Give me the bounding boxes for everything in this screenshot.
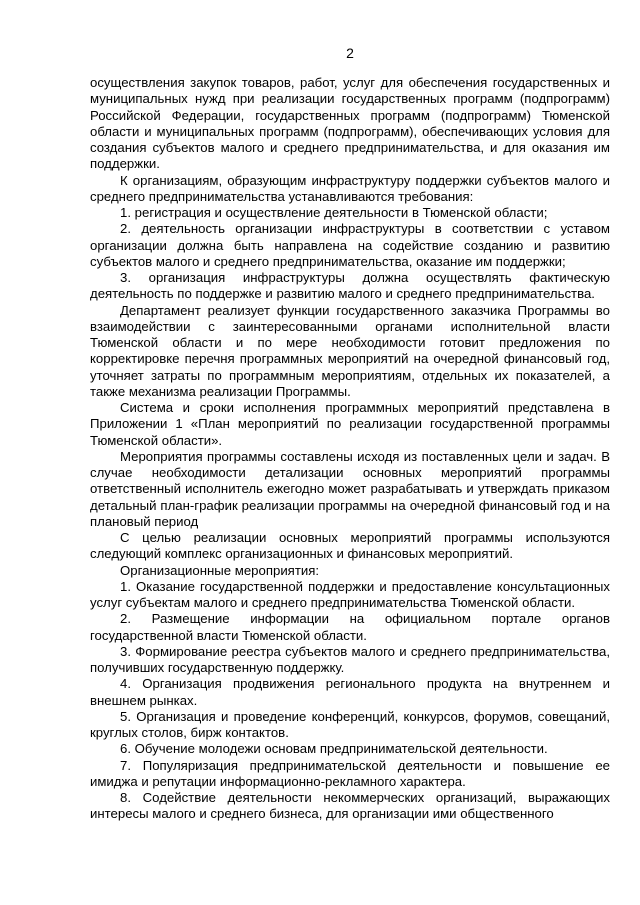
heading-organizational-measures: Организационные мероприятия: <box>120 562 320 578</box>
measure-item-3: 3. Формирование реестра субъектов малого и среднего предпринимательства, получивших государственную поддержку. <box>90 643 610 675</box>
paragraph-program-activities: Мероприятия программы составлены исходя из поставленных цели и задач. В случае необходимости детализации основных мероприятий программы ответственный исполнитель ежегодно может разрабатывать и утверждать приказом детальный план-график реализации программы на очередной финансовый год и на плановый период <box>90 448 610 529</box>
paragraph-continuation: осуществления закупок товаров, работ, услуг для обеспечения государственных и муниципальных нужд при реализации государственных программ (подпрограмм) Российской Федерации, государственных программ (подпрограмм) Тюменской области и муниципальных программ (подпрограмм), обеспечивающих условия для создания субъектов малого и среднего предпринимательства, и для оказания им поддержки. <box>90 75 610 172</box>
measure-item-1: 1. Оказание государственной поддержки и предоставление консультационных услуг субъектам малого и среднего предпринимательства Тюменской области. <box>90 578 610 610</box>
requirement-item-3: 3. организация инфраструктуры должна осуществлять фактическую деятельность по поддержке и развитию малого и среднего предпринимательства. <box>90 270 610 302</box>
measure-item-4: 4. Организация продвижения регионального продукта на внутреннем и внешнем рынках. <box>90 676 610 708</box>
requirement-item-1: 1. регистрация и осуществление деятельности в Тюменской области; <box>120 205 548 220</box>
paragraph-department-functions: Департамент реализует функции государственного заказчика Программы во взаимодействии с заинтересованными органами исполнительной власти Тюменской области и по мере необходимости готовит предложения по корректировке перечня программных мероприятий на очередной финансовый год, уточняет затраты по программным мероприятиям, отдельных их показателей, а также механизма реализации Программы. <box>90 302 610 399</box>
document-page <box>90 45 610 823</box>
paragraph-system-and-terms: Система и сроки исполнения программных мероприятий представлена в Приложении 1 «План мероприятий по реализации государственной программы Тюменской области». <box>90 400 610 448</box>
requirement-item-2: 2. деятельность организации инфраструктуры в соответствии с уставом организации должна быть направлена на содействие созданию и развитию субъектов малого и среднего предпринимательства, оказание им поддержки; <box>90 221 610 269</box>
paragraph-infrastructure-requirements: К организациям, образующим инфраструктуру поддержки субъектов малого и среднего предпринимательства устанавливаются требования: <box>90 172 610 204</box>
measure-item-7: 7. Популяризация предпринимательской деятельности и повышение ее имиджа и репутации информационно-рекламного характера. <box>90 757 610 789</box>
page-number: 2 <box>346 45 354 61</box>
measure-item-5: 5. Организация и проведение конференций, конкурсов, форумов, совещаний, круглых столов, бирж контактов. <box>90 708 610 740</box>
measure-item-8: 8. Содействие деятельности некоммерческих организаций, выражающих интересы малого и среднего бизнеса, для организации ими общественного <box>90 790 610 822</box>
measure-item-2: 2. Размещение информации на официальном портале органов государственной власти Тюменской области. <box>90 611 610 643</box>
paragraph-implementation-complex: С целью реализации основных мероприятий программы используются следующий комплекс организационных и финансовых мероприятий. <box>90 530 610 562</box>
measure-item-6: 6. Обучение молодежи основам предпринимательской деятельности. <box>120 741 548 757</box>
